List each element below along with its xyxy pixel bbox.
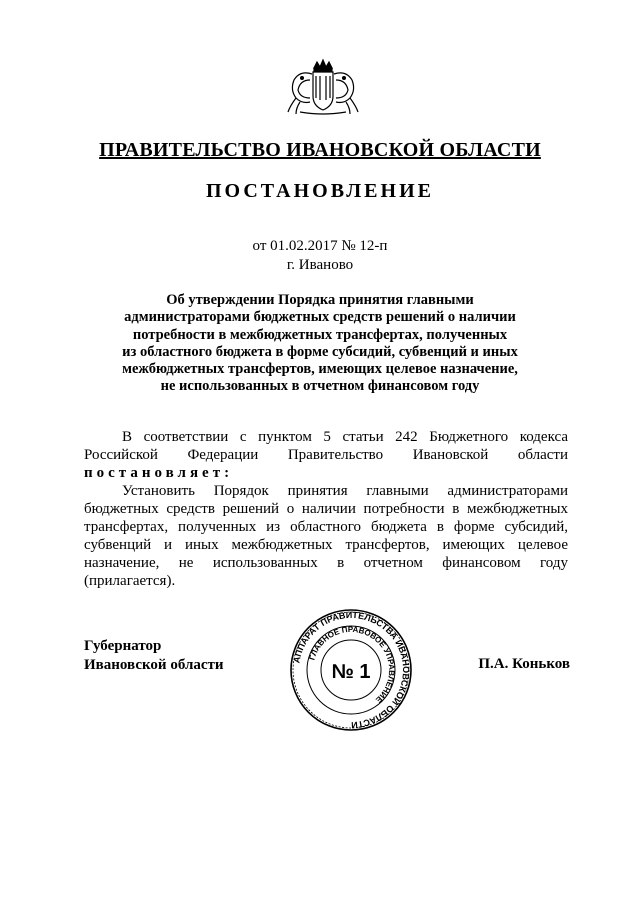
signatory-name: П.А. Коньков bbox=[478, 656, 570, 672]
document-date-number: от 01.02.2017 № 12-п bbox=[252, 238, 388, 254]
title-line: администраторами бюджетных средств решений о наличии bbox=[124, 309, 516, 326]
stamp-inner-text: ГЛАВНОЕ ПРАВОВОЕ УПРАВЛЕНИЕ bbox=[307, 624, 397, 705]
body-line: трансфертах, полученных из областного бюджета в форме субсидий, bbox=[84, 519, 568, 535]
coat-of-arms-icon bbox=[286, 58, 360, 116]
document-body bbox=[84, 428, 568, 590]
official-stamp bbox=[287, 608, 415, 732]
body-line: назначение, не использованных в отчетном финансовом году bbox=[84, 555, 568, 571]
title-line: из областного бюджета в форме субсидий, субвенций и иных bbox=[122, 343, 518, 360]
stamp-outer-text: АППАРАТ ПРАВИТЕЛЬСТВА ИВАНОВСКОЙ ОБЛАСТИ bbox=[291, 609, 412, 731]
body-line: Российской Федерации Правительство Ивановской области bbox=[84, 447, 568, 463]
stamp-number: № 1 bbox=[331, 661, 371, 683]
title-line: Об утверждении Порядка принятия главными bbox=[166, 292, 474, 308]
organization-title: ПРАВИТЕЛЬСТВО ИВАНОВСКОЙ ОБЛАСТИ bbox=[99, 139, 541, 161]
signatory-position-line: Ивановской области bbox=[84, 657, 224, 673]
document-title bbox=[80, 292, 560, 396]
body-line: субвенций и иных межбюджетных трансфертов, имеющих целевое bbox=[84, 537, 568, 553]
body-line: бюджетных средств решений о наличии потребности в межбюджетных bbox=[84, 501, 568, 517]
title-line: межбюджетных трансфертов, имеющих целевое назначение, bbox=[122, 361, 518, 378]
document-city: г. Иваново bbox=[286, 257, 354, 273]
body-line: Установить Порядок принятия главными администраторами bbox=[122, 483, 568, 499]
decree-word: постановляет: bbox=[84, 465, 234, 481]
document-type: ПОСТАНОВЛЕНИЕ bbox=[206, 180, 434, 202]
signatory-position bbox=[84, 637, 224, 675]
title-line: потребности в межбюджетных трансфертах, полученных bbox=[132, 326, 508, 343]
body-line: В соответствии с пунктом 5 статьи 242 Бюджетного кодекса bbox=[122, 429, 568, 445]
signatory-position-line: Губернатор bbox=[84, 638, 162, 654]
body-line: (прилагается). bbox=[84, 573, 176, 589]
title-line: не использованных в отчетном финансовом году bbox=[160, 378, 480, 395]
